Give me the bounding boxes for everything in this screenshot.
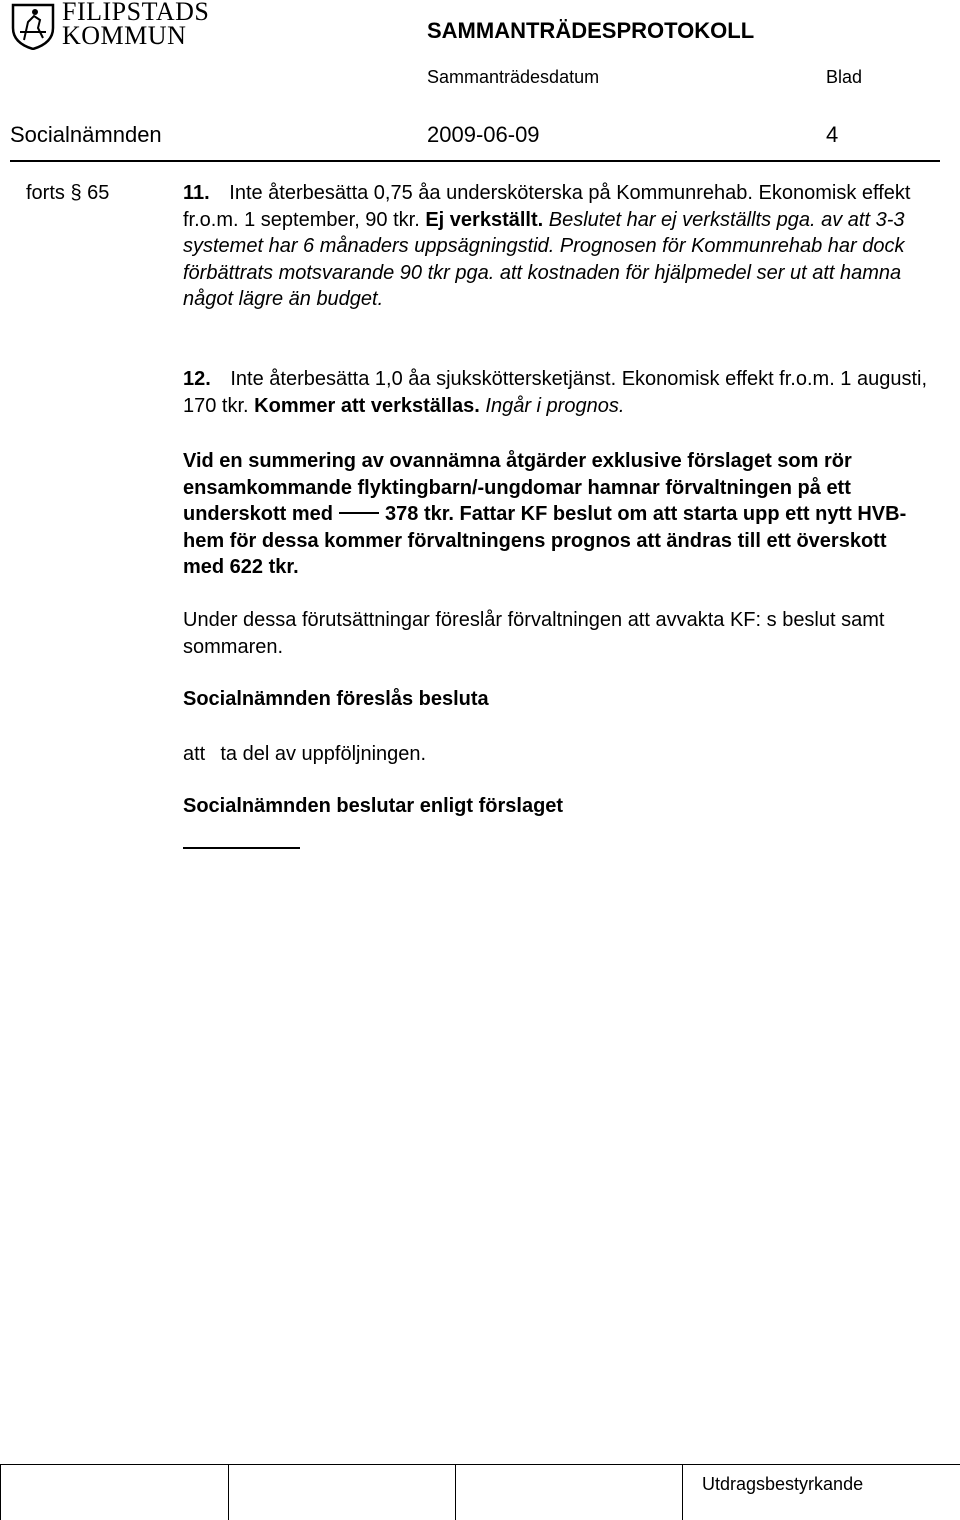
decision-text: ta del av uppföljningen. [220, 743, 427, 765]
footer-top-border [0, 1464, 960, 1465]
logo-wordmark [62, 0, 209, 48]
footer-cell-border [455, 1464, 456, 1520]
item-11-number: 11. [183, 182, 210, 204]
logo-line-1: FILIPSTADS [62, 0, 210, 26]
paragraph-reference: forts § 65 [26, 182, 110, 204]
item-11-effect: Ekonomisk effekt fr.o.m. 1 september, 90 tkr. [183, 182, 911, 231]
header-divider [10, 160, 940, 162]
footer-cell-border [682, 1464, 683, 1520]
item-11 [183, 180, 928, 313]
logo-line-2: KOMMUN [62, 21, 187, 50]
committee-name: Socialnämnden [10, 122, 162, 147]
coat-of-arms-icon [10, 2, 56, 50]
footer-cell-border [228, 1464, 229, 1520]
summary-part-1: Vid en summering av ovannämna åtgärder exklusive förslaget som rör ensamkommande flyktingbarn/-ungdomar hamnar förvaltningen på ett underskott med [183, 450, 852, 525]
item-12-note: Ingår i prognos. [485, 394, 625, 417]
meeting-date: 2009-06-09 [427, 122, 540, 147]
footer-cell-border [0, 1464, 1, 1520]
certification-label: Utdragsbestyrkande [702, 1474, 864, 1494]
dash-separator [339, 512, 379, 514]
proposal-paragraph: Under dessa förutsättningar föreslår förvaltningen att avvakta KF: s beslut samt sommaren. [183, 609, 885, 658]
page-label: Blad [826, 67, 863, 87]
decision-att: att [183, 743, 206, 765]
item-11-note: Beslutet har ej verkställts pga. av att 3-3 systemet har 6 månaders uppsägningstid. Prognosen för Kommunrehab har dock förbättrats motsvarande 90 tkr pga. att kostnaden för hjälpmedel ser ut att hamna något lägre än budget. [183, 208, 905, 310]
summary-part-2: 378 tkr. Fattar KF beslut om att starta upp ett nytt HVB-hem för dessa kommer förvaltningens prognos att ändras till ett överskott med 622 tkr. [183, 503, 907, 578]
meeting-date-label: Sammanträdesdatum [427, 67, 600, 87]
heading-decides: Socialnämnden beslutar enligt förslaget [183, 795, 564, 817]
summary-paragraph [183, 448, 928, 581]
decision-line [183, 741, 928, 768]
municipality-logo [10, 0, 225, 52]
document-title: SAMMANTRÄDESPROTOKOLL [427, 18, 755, 43]
item-12-text: Inte återbesätta 1,0 åa sjuksköttersketjänst. Ekonomisk effekt fr.o.m. 1 augusti, 170 tkr. [183, 368, 928, 417]
page-number: 4 [826, 122, 839, 147]
item-12-number: 12. [183, 368, 211, 390]
closing-rule [183, 847, 300, 849]
item-11-status: Ej verkställt. [425, 208, 544, 231]
item-12 [183, 366, 928, 419]
item-12-status: Kommer att verkställas. [254, 394, 480, 417]
item-11-text: Inte återbesätta 0,75 åa undersköterska på Kommunrehab. [229, 182, 753, 204]
heading-proposes: Socialnämnden föreslås besluta [183, 688, 489, 710]
